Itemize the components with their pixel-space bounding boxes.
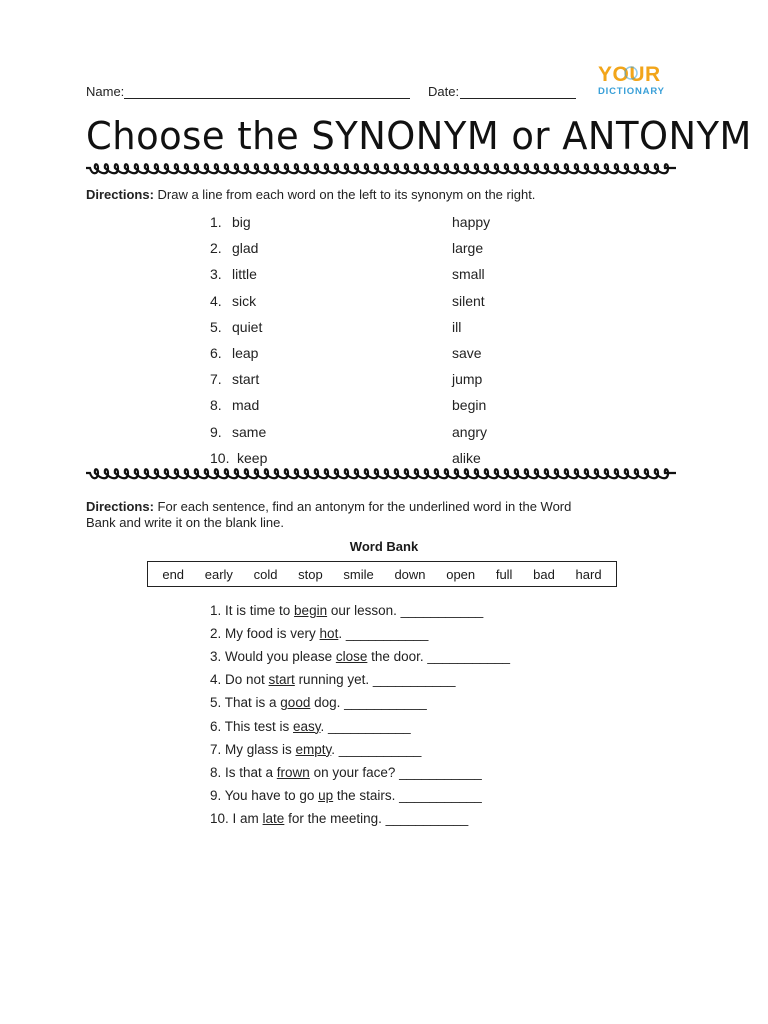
word-bank-item: early [204,566,233,582]
word-bank-item: down [394,566,426,582]
sentence-number: 3. [210,649,226,665]
underlined-word: late [262,810,285,826]
word-bank-item: bad [533,566,555,582]
sentence-text-after-blank[interactable]: dog. ___________ [310,695,427,711]
antonym-sentence [210,649,510,664]
word-bank-item: open [446,566,476,582]
left-word[interactable]: keep [237,449,268,466]
antonym-sentence [210,603,483,618]
right-word[interactable]: ill [452,318,462,335]
synonym-pair-row [0,371,768,389]
underlined-word: start [268,672,295,688]
sentence-text-before: It is time to [225,603,295,618]
word-bank-item: full [495,566,513,582]
right-word[interactable]: large [452,240,484,257]
underlined-word: frown [276,764,310,780]
sentence-text-before: That is a [224,695,281,711]
synonym-pair-row [0,345,768,363]
sentence-number: 8. [210,764,226,780]
logo-dictionary-text: DICTIONARY [598,86,665,97]
word-bank-box [147,561,617,587]
word-bank-item: cold [253,566,278,582]
underlined-word: empty [295,741,332,757]
pair-number: 2. [210,240,222,257]
pair-number: 3. [210,266,222,283]
yourdictionary-logo [598,64,682,104]
pair-number: 10. [210,449,230,466]
sentence-text-before: My glass is [225,741,296,757]
magnifier-icon [623,64,641,84]
synonym-pair-row [0,214,768,232]
sentence-number: 5. [210,695,225,711]
pair-number: 5. [210,318,222,335]
antonym-sentence [210,719,411,734]
left-word[interactable]: big [232,214,251,230]
left-word[interactable]: quiet [232,318,263,335]
synonym-pair-row [0,424,768,442]
underlined-word: begin [294,603,328,618]
underlined-word: close [335,649,368,665]
word-bank-item: smile [343,566,374,582]
name-field-line[interactable] [124,84,410,99]
sentence-number: 9. [210,787,225,803]
sentence-text-before: This test is [224,718,294,734]
sentence-text-before: You have to go [224,787,319,803]
directions-text-line1: For each sentence, find an antonym for the underlined word in the Word [153,499,572,514]
left-word[interactable]: same [232,423,267,440]
divider-squiggle-middle [86,467,676,481]
logo-your-text: YOUR [598,63,661,86]
sentence-text-before: Would you please [225,649,336,665]
sentence-text-after-blank[interactable]: for the meeting. ___________ [284,810,469,826]
underlined-word: easy [293,718,321,734]
synonym-pair-row [0,397,768,415]
pair-number: 6. [210,345,222,361]
synonym-pair-row [0,450,768,468]
antonym-sentence [210,626,428,641]
right-word[interactable]: begin [452,397,487,414]
synonym-pair-row [0,266,768,284]
directions-text-line2: Bank and write it on the blank line. [86,515,285,530]
sentence-number: 4. [210,672,226,688]
underlined-word: up [318,787,334,803]
sentence-text-after-blank[interactable]: . ___________ [331,741,422,757]
sentence-text-after-blank[interactable]: the door. ___________ [367,649,510,665]
word-bank-item: hard [575,566,602,582]
synonym-pair-row [0,240,768,258]
pair-number: 4. [210,292,222,309]
sentence-number: 6. [210,718,225,734]
date-field-line[interactable] [460,84,576,99]
pair-number: 8. [210,397,222,414]
pair-number: 1. [210,214,222,230]
left-word[interactable]: glad [232,240,259,257]
left-word[interactable]: leap [232,345,259,361]
right-word[interactable]: happy [452,214,491,230]
sentence-number: 10. [210,810,233,826]
divider-squiggle-top [86,162,676,176]
left-word[interactable]: start [232,371,260,388]
sentence-text-after-blank[interactable]: . ___________ [338,626,429,642]
word-bank-item: end [162,566,185,582]
directions-label: Directions: [86,187,154,202]
right-word[interactable]: jump [452,371,483,388]
pair-number: 9. [210,423,222,440]
antonym-sentence [210,742,421,757]
directions-text: Draw a line from each word on the left to its synonym on the right. [153,187,536,202]
antonym-sentence [210,672,455,687]
antonym-sentence [210,695,427,710]
directions-synonym [86,187,686,203]
synonym-pair-row [0,319,768,337]
sentence-text-after-blank[interactable]: our lesson. ___________ [327,603,484,618]
antonym-sentence [210,788,482,803]
sentence-number: 7. [210,741,226,757]
page-title: Choose the SYNONYM or ANTONYM [86,114,752,158]
antonym-sentence [210,811,468,826]
name-label: Name: [86,84,125,99]
right-word[interactable]: angry [452,423,488,440]
right-word[interactable]: save [452,345,482,361]
underlined-word: good [280,695,311,711]
sentence-text-after-blank[interactable]: running yet. ___________ [294,672,456,688]
right-word[interactable]: silent [452,292,485,309]
word-bank-item: stop [298,566,323,582]
date-label: Date: [428,84,460,99]
sentence-text-before: I am [232,810,263,826]
sentence-number: 2. [210,626,226,642]
right-word[interactable]: alike [452,449,481,466]
sentence-text-before: My food is very [225,626,320,642]
sentence-number: 1. [210,603,226,618]
directions-label: Directions: [86,499,154,514]
sentence-text-after-blank[interactable]: the stairs. ___________ [333,787,482,803]
left-word[interactable]: mad [232,397,260,414]
sentence-text-before: Do not [225,672,269,688]
antonym-sentence [210,765,482,780]
left-word[interactable]: sick [232,292,257,309]
right-word[interactable]: small [452,266,485,283]
left-word[interactable]: little [232,266,257,283]
sentence-text-after-blank[interactable]: on your face? ___________ [309,764,482,780]
directions-antonym [86,499,686,531]
word-bank-title: Word Bank [349,539,419,554]
sentence-text-after-blank[interactable]: . ___________ [320,718,411,734]
pair-number: 7. [210,371,222,388]
synonym-pair-row [0,293,768,311]
sentence-text-before: Is that a [225,764,277,780]
underlined-word: hot [319,626,339,642]
